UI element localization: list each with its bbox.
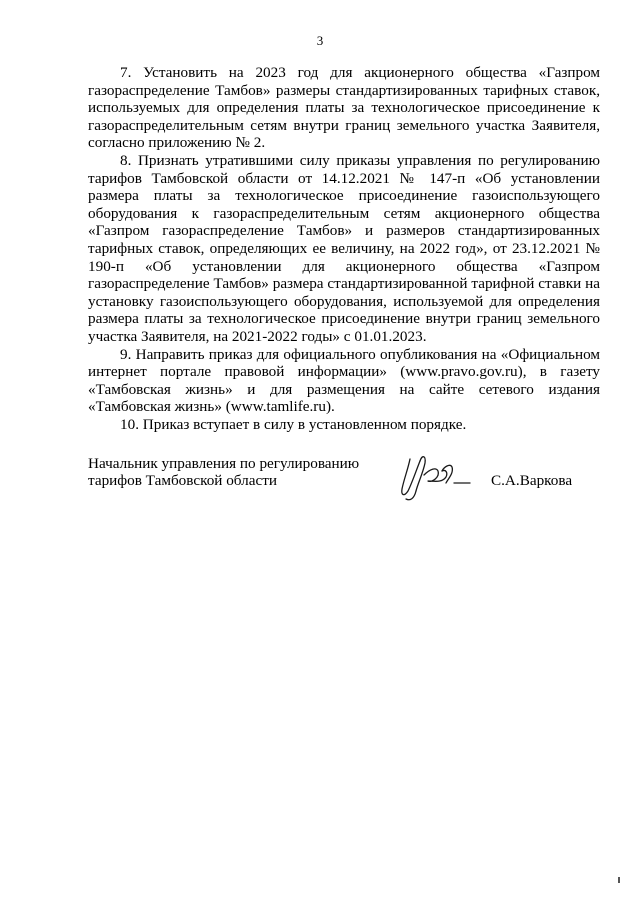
signatory-name: С.А.Варкова: [491, 472, 573, 489]
handwritten-signature: [390, 447, 486, 503]
paragraph-item-8: 8. Признать утратившими силу приказы управления по регулированию тарифов Тамбовской области от 14.12.2021 № 147-п «Об установлении размера платы за технологическое присоединение газоиспользующего оборудования к газораспределительным сетям акционерного общества «Газпром газораспределение Тамбов» и размеров стандартизированных тарифных ставок, определяющих ее величину, на 2022 год», от 23.12.2021 № 190-п «Об установлении для акционерного общества «Газпром газораспределение Тамбов» размера стандартизированной тарифной ставки на установку газоиспользующего оборудования, используемой для определения размера платы за технологическое присоединение внутри границ земельного участка Заявителя, на 2021-2022 годы» с 01.01.2023.: [88, 151, 600, 345]
scan-mark: [618, 877, 620, 883]
paragraph-item-9: 9. Направить приказ для официального опубликования на «Официальном интернет портале правовой информации» (www.pravo.gov.ru), в газету «Тамбовская жизнь» и для размещения на сайте сетевого издания «Тамбовская жизнь» (www.tamlife.ru).: [88, 345, 600, 416]
page-number: 3: [316, 33, 324, 48]
document-body: [88, 64, 600, 433]
paragraph-item-10: 10. Приказ вступает в силу в установленном порядке.: [120, 415, 467, 433]
signature-block: [88, 455, 600, 505]
paragraph-item-7: 7. Установить на 2023 год для акционерного общества «Газпром газораспределение Тамбов» размеры стандартизированных тарифных ставок, используемых для определения платы за технологическое присоединение к газораспределительным сетям внутри границ земельного участка Заявителя, согласно приложению № 2.: [88, 64, 600, 152]
signatory-position-line-2: тарифов Тамбовской области: [88, 472, 277, 489]
signatory-position-line-1: Начальник управления по регулированию: [88, 455, 360, 472]
signatory-position: [88, 455, 388, 489]
